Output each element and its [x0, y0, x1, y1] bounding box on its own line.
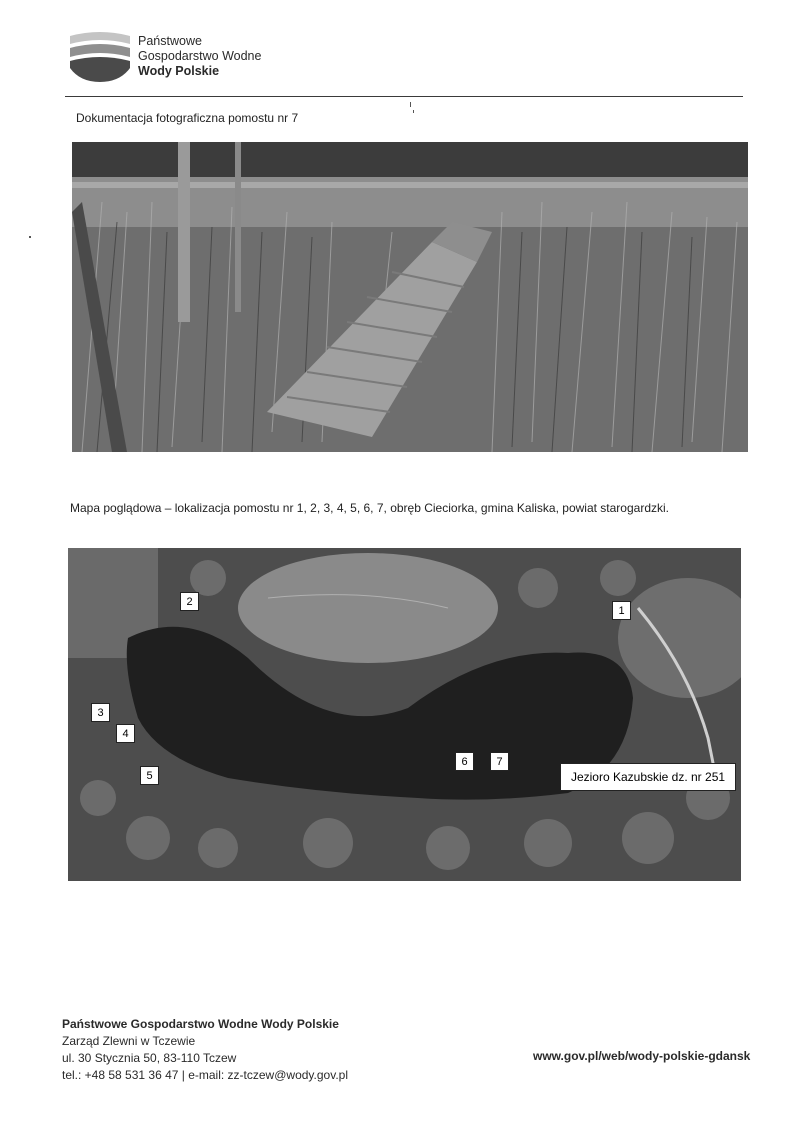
wody-polskie-logo [70, 30, 130, 82]
pier-marker-3: 3 [91, 703, 110, 722]
footer-address-block [62, 1016, 348, 1084]
pier-photo [72, 142, 748, 452]
footer-address: ul. 30 Stycznia 50, 83-110 Tczew [62, 1051, 237, 1065]
footer-website-link[interactable]: www.gov.pl/web/wody-polskie-gdansk [533, 1049, 751, 1063]
brand-line-2: Gospodarstwo Wodne [138, 49, 262, 63]
pier-marker-6: 6 [455, 752, 474, 771]
pier-marker-5: 5 [140, 766, 159, 785]
pier-marker-2: 2 [180, 592, 199, 611]
footer-unit: Zarząd Zlewni w Tczewie [62, 1034, 196, 1048]
pier-marker-1: 1 [612, 601, 631, 620]
scan-speck [410, 102, 411, 107]
pier-marker-7: 7 [490, 752, 509, 771]
footer-org: Państwowe Gospodarstwo Wodne Wody Polskie [62, 1017, 339, 1031]
pier-marker-4: 4 [116, 724, 135, 743]
footer-contact: tel.: +48 58 531 36 47 | e-mail: zz-tczew@wody.gov.pl [62, 1068, 348, 1082]
scan-speck [29, 236, 31, 238]
aerial-map [68, 548, 741, 881]
brand-name [138, 34, 261, 79]
lake-label: Jezioro Kazubskie dz. nr 251 [560, 763, 736, 791]
scan-speck [413, 110, 414, 113]
brand-line-3: Wody Polskie [138, 64, 220, 78]
header-divider [65, 96, 743, 97]
map-caption: Mapa poglądowa – lokalizacja pomostu nr 1, 2, 3, 4, 5, 6, 7, obręb Cieciorka, gmina Kaliska, powiat starogardzki. [70, 501, 669, 515]
photo-caption: Dokumentacja fotograficzna pomostu nr 7 [76, 111, 299, 125]
brand-line-1: Państwowe [138, 34, 202, 48]
